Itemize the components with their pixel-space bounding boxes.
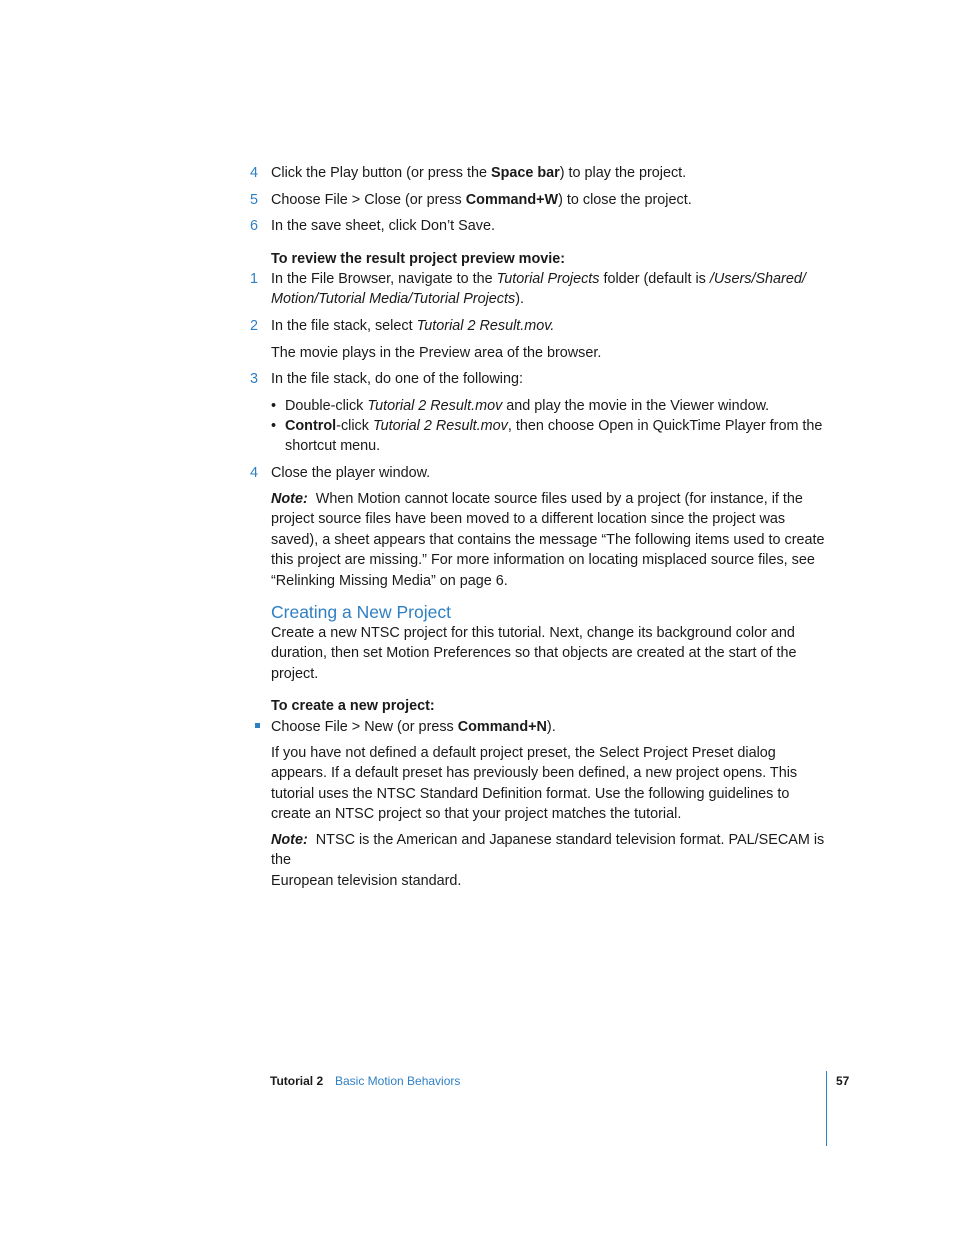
square-bullet-icon xyxy=(255,723,260,728)
step-number: 3 xyxy=(250,371,259,387)
step-result: The movie plays in the Preview area of the browser. xyxy=(271,345,602,361)
step-result: If you have not defined a default project preset, the Select Project Preset dialog appears. If a default preset has previously been defined, a new project opens. This tutorial uses the NTSC Standard Definition format. Use the following guidelines to create an NTSC project so that your project matches the tutorial. xyxy=(271,745,798,823)
step-number: 2 xyxy=(250,318,259,334)
section-heading: Creating a New Project xyxy=(271,602,451,622)
note: Note: When Motion cannot locate source files used by a project (for instance, if the project source files have been moved to a different location since the project was saved), a sheet appears that contains the message “The following items used to create this project are missing.” For more information on locating misplaced source files, see “Relinking Missing Media” on page 6. xyxy=(271,491,825,589)
step-number: 6 xyxy=(250,218,259,234)
step-text: In the File Browser, navigate to the Tutorial Projects folder (default is /Users/Shared/ Motion/Tutorial Media/Tutorial Projects). xyxy=(271,271,806,308)
step-text: In the save sheet, click Don’t Save. xyxy=(271,218,495,234)
step-text: In the file stack, select Tutorial 2 Result.mov. xyxy=(271,318,555,334)
page-number: 57 xyxy=(836,1074,850,1088)
procedure-heading: To review the result project preview movie: xyxy=(271,251,566,267)
step-text: Click the Play button (or press the Space bar) to play the project. xyxy=(271,165,687,181)
step-number: 5 xyxy=(250,192,259,208)
section-intro: Create a new NTSC project for this tutorial. Next, change its background color and duration, then set Motion Preferences so that objects are created at the start of the project. xyxy=(271,625,797,682)
footer-chapter: Tutorial 2 xyxy=(270,1074,324,1088)
step-text: In the file stack, do one of the following: xyxy=(271,371,523,387)
step-text: Close the player window. xyxy=(271,465,431,481)
step-text: Choose File > New (or press Command+N). xyxy=(271,719,556,735)
step-number: 1 xyxy=(250,271,259,287)
step-number: 4 xyxy=(250,465,259,481)
step-number: 4 xyxy=(250,165,259,181)
footer-title: Basic Motion Behaviors xyxy=(335,1074,461,1088)
note: Note: NTSC is the American and Japanese standard television format. PAL/SECAM is the European television standard. xyxy=(271,832,825,889)
procedure-heading: To create a new project: xyxy=(271,698,435,714)
step-text: Choose File > Close (or press Command+W) to close the project. xyxy=(271,192,692,208)
bullet-text: Double-click Tutorial 2 Result.mov and play the movie in the Viewer window. xyxy=(285,398,770,414)
bullet-mark: • xyxy=(271,418,277,434)
bullet-text: Control-click Tutorial 2 Result.mov, then choose Open in QuickTime Player from the shortcut menu. xyxy=(285,418,823,455)
footer-divider xyxy=(826,1071,827,1146)
bullet-mark: • xyxy=(271,398,277,414)
